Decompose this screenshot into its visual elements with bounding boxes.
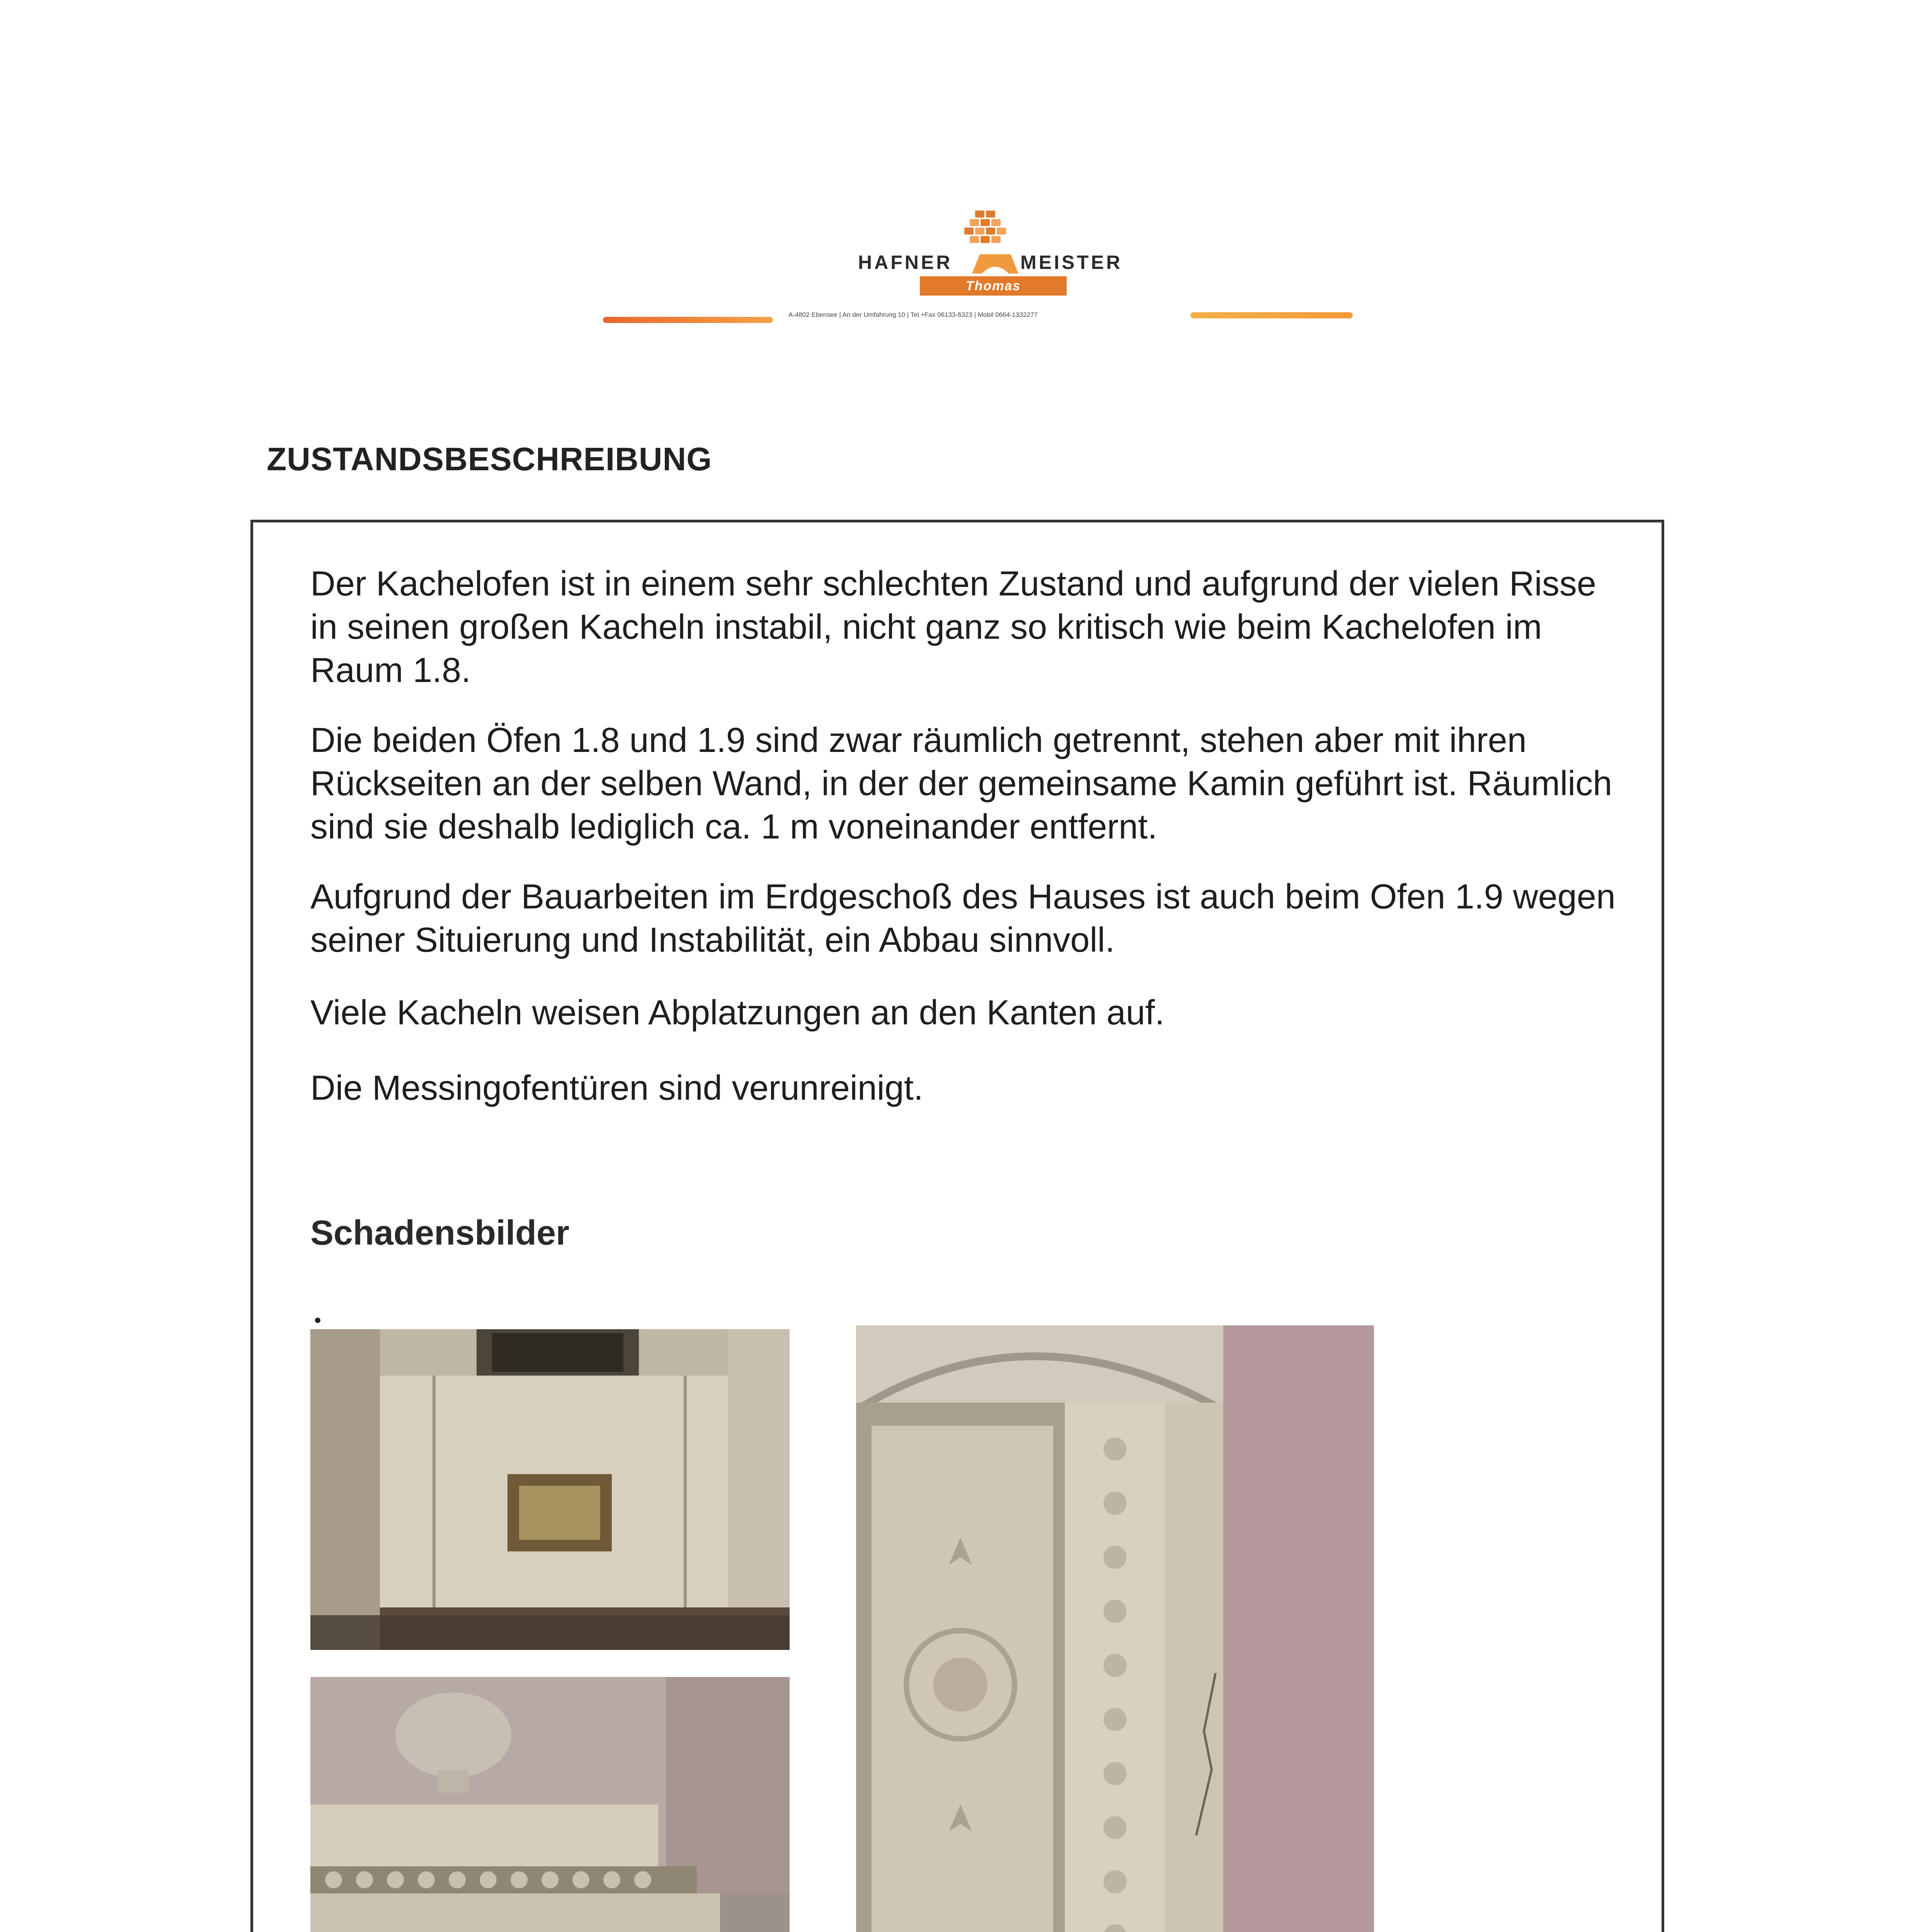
paragraph-brass-doors: Die Messingofentüren sind verunreinigt. [310,1069,923,1107]
paragraph-dismantling: Aufgrund der Bauarbeiten im Erdgeschoß des Hauses ist auch beim Ofen 1.9 wegen seiner Situierung und Instabilität, ein Abbau sinnvoll. [310,878,1616,959]
paragraph-chipping: Viele Kacheln weisen Abplatzungen an den Kanten auf. [310,993,1165,1032]
logo-word-left: HAFNER [858,252,953,273]
section-heading: ZUSTANDSBESCHREIBUNG [267,441,712,477]
letterhead-rule-left [603,317,773,323]
damage-images-heading: Schadensbilder [310,1214,570,1252]
letterhead-address: A-4802 Ebensee | An der Umfahrung 10 | Tel.+Fax 06133-6323 | Mobil 0664-1332277 [788,311,1038,318]
damage-photo-cracked-panel [856,1325,1374,1932]
company-logo [843,211,1123,313]
oven-arch-icon [972,252,1018,274]
paragraph-condition: Der Kachelofen ist in einem sehr schlechten Zustand und aufgrund der vielen Risse in seinen großen Kacheln instabil, nicht ganz so kritisch wie beim Kachelofen im Raum 1.8. [310,565,1596,690]
damage-photo-stove-door [310,1329,790,1650]
logo-name-banner: Thomas Bochsbichler [920,276,1067,296]
letterhead-rule-right [1190,312,1353,318]
bullet-dot [315,1318,320,1323]
paragraph-location: Die beiden Öfen 1.8 und 1.9 sind zwar räumlich getrennt, stehen aber mit ihren Rückseiten an der selben Wand, in der der gemeinsame Kamin geführt ist. Räumlich sind sie deshalb lediglich ca. 1 m voneinander entfernt. [310,721,1612,846]
logo-word-right: MEISTER [1020,252,1123,273]
damage-photo-stove-crown [310,1677,790,1932]
